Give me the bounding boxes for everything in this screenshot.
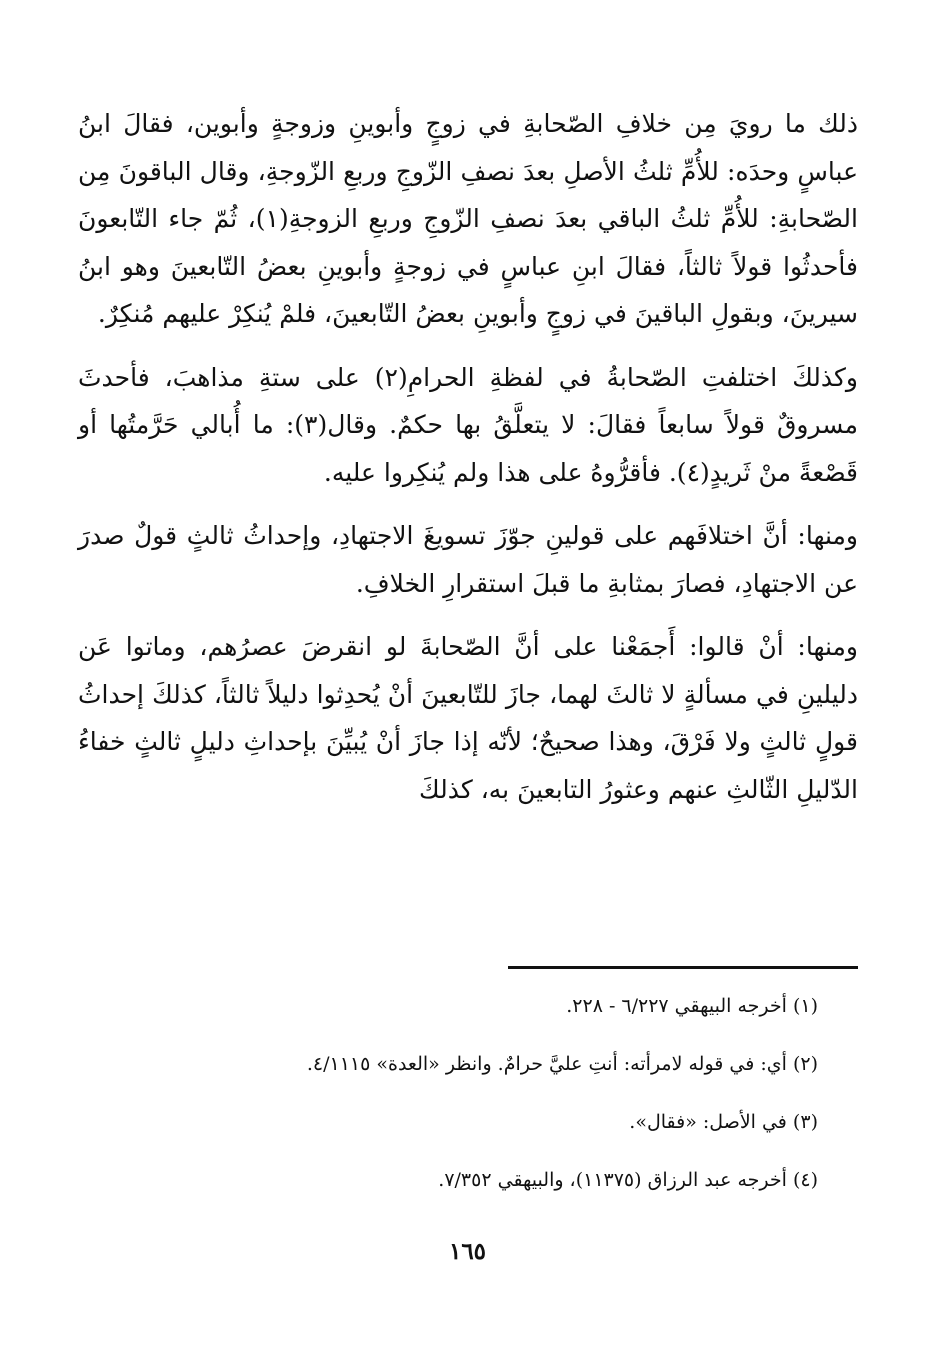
paragraph-3: ومنها: أنَّ اختلافَهم على قولينِ جوّزَ تسويغَ الاجتهادِ، وإحداثُ ثالثٍ قولٌ صدرَ عن الاجتهادِ، فصارَ بمثابةِ ما قبلَ استقرارِ الخلافِ.	[78, 521, 858, 598]
paragraph-1: ذلك ما رويَ مِن خلافِ الصّحابةِ في زوجٍ وأبوينِ وزوجةٍ وأبوين، فقالَ ابنُ عباسٍ وحدَه: للأُمِّ ثلثُ الأصلِ بعدَ نصفِ الزّوجِ وربعِ الزّوجةِ، وقال الباقونَ مِن الصّحابةِ: للأُمِّ ثلثُ الباقي بعدَ نصفِ الزّوجِ وربعِ الزوجةِ(١)، ثُمّ جاء التّابعونَ فأحدثُوا قولاً ثالثاً، فقالَ ابنِ عباسٍ في زوجةٍ وأبوينِ بعضُ التّابعينَ وهو ابنُ سيرينَ، وبقولِ الباقينَ في زوجٍ وأبوينِ بعضُ التّابعينَ، فلمْ يُنكِرْ عليهم مُنكِرٌ.	[78, 109, 858, 328]
footnotes	[100, 992, 818, 1224]
page-number: ١٦٥	[448, 1238, 487, 1265]
footnote-2: (٢) أي: في قوله لامرأته: أنتِ عليَّ حرامٌ. وانظر «العدة» ٤/١١١٥.	[306, 1053, 818, 1075]
paragraph-4: ومنها: أنْ قالوا: أَجمَعْنا على أنَّ الصّحابةَ لو انقرضَ عصرُهم، وماتوا عَن دليلينِ في مسألةٍ لا ثالثَ لهما، جازَ للتّابعينَ أنْ يُحدِثوا دليلاً ثالثاً، كذلكَ إحداثُ قولٍ ثالثٍ ولا فَرْقَ، وهذا صحيحٌ؛ لأنّه إذا جازَ أنْ يُبيِّنَ بإحداثِ دليلٍ ثالثٍ خفاءُ الدّليلِ الثّالثِ عنهم وعثورُ التابعينَ به، كذلكَ	[78, 632, 858, 804]
paragraph-2: وكذلكَ اختلفتِ الصّحابةُ في لفظةِ الحرامِ(٢) على ستةِ مذاهبَ، فأحدثَ مسروقٌ قولاً سابعاً فقالَ: لا يتعلَّقُ بها حكمٌ. وقال(٣): ما أُبالي حَرَّمتُها أو قَصْعةً منْ ثَريدٍ(٤). فأقرُّوهُ على هذا ولم يُنكِروا عليه.	[78, 362, 859, 487]
footnote-divider	[508, 966, 858, 969]
main-text-body	[78, 100, 858, 829]
footnote-1: (١) أخرجه البيهقي ٦/٢٢٧ - ٢٢٨.	[566, 995, 818, 1017]
footnote-3: (٣) في الأصل: «فقال».	[629, 1111, 818, 1133]
footnote-4: (٤) أخرجه عبد الرزاق (١١٣٧٥)، والبيهقي ٧/٣٥٢.	[438, 1169, 818, 1191]
